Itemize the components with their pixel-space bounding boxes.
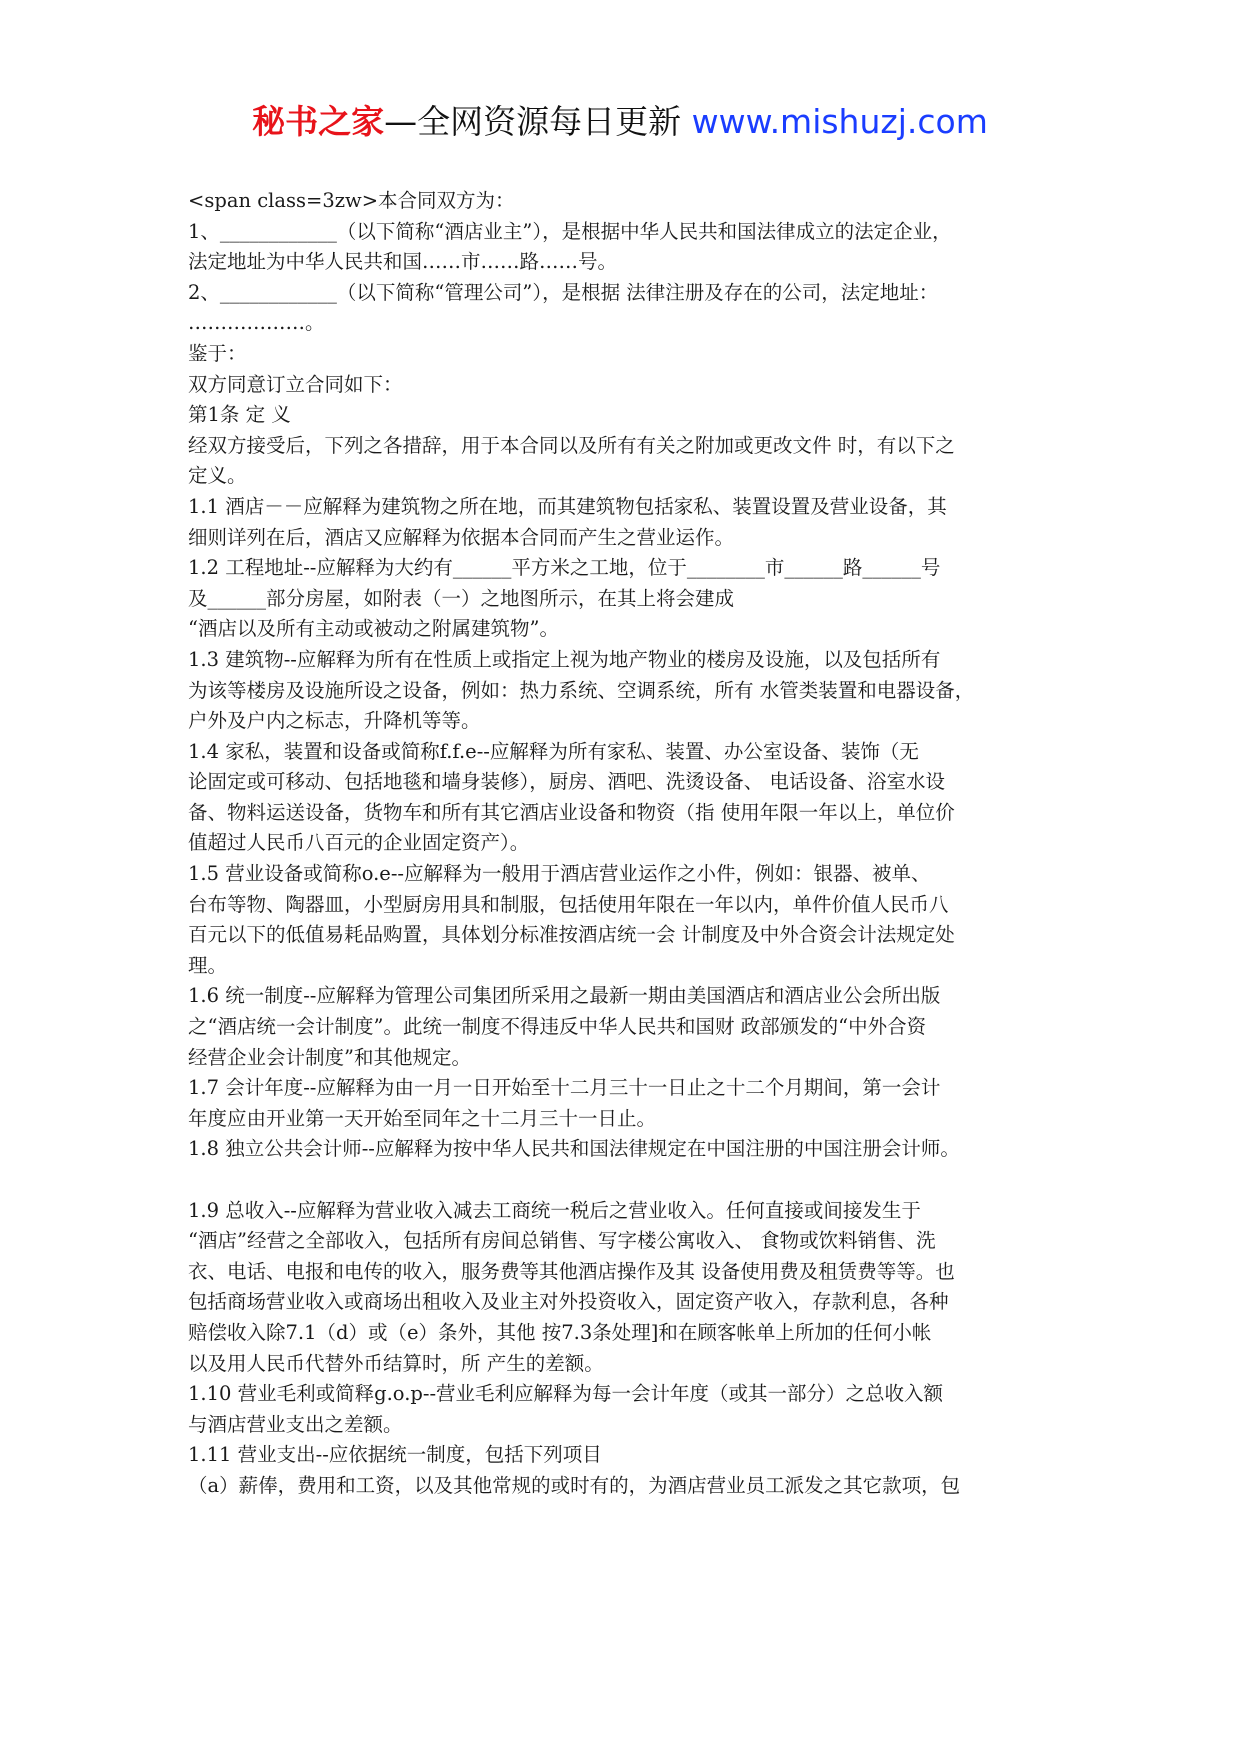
text-line: 年度应由开业第一天开始至同年之十二月三十一日止。 [188, 1106, 657, 1130]
text-line: 1.10 营业毛利或简释g.o.p--营业毛利应解释为每一会计年度（或其一部分）之总收入额 [188, 1382, 944, 1406]
header-slogan: —全网资源每日更新 [384, 102, 682, 141]
text-line: 1.6 统一制度--应解释为管理公司集团所采用之最新一期由美国酒店和酒店业公会所出版 [188, 984, 941, 1008]
text-line: 衣、电话、电报和电传的收入，服务费等其他酒店操作及其 设备使用费及租赁费等等。也 [188, 1259, 955, 1283]
text-line: <span class=3zw>本合同双方为： [188, 189, 515, 212]
text-line: 鉴于： [188, 341, 247, 365]
text-line: 赔偿收入除7.1（d）或（e）条外，其他 按7.3条处理]和在顾客帐单上所加的任何小帐 [188, 1320, 932, 1344]
text-line: 以及用人民币代替外币结算时，所 产生的差额。 [188, 1351, 604, 1375]
text-line: 1.2 工程地址--应解释为大约有______平方米之工地，位于________市______路______号 [188, 556, 941, 580]
text-line: 户外及户内之标志，升降机等等。 [188, 709, 481, 733]
text-line: 1、____________（以下简称“酒店业主”），是根据中华人民共和国法律成立的法定企业， [188, 219, 952, 243]
text-line: 经营企业会计制度”和其他规定。 [188, 1045, 471, 1069]
text-line: 百元以下的低值易耗品购置，具体划分标准按酒店统一会 计制度及中外合资会计法规定处 [188, 923, 955, 947]
text-line: 细则详列在后，酒店又应解释为依据本合同而产生之营业运作。 [188, 525, 735, 549]
text-line: ………………。 [188, 311, 325, 335]
text-line: 论固定或可移动、包括地毯和墙身装修），厨房、酒吧、洗烫设备、 电话设备、浴室水设 [188, 770, 945, 794]
text-line: 1.8 独立公共会计师--应解释为按中华人民共和国法律规定在中国注册的中国注册会计师。 [188, 1137, 960, 1161]
site-url-link[interactable]: www.mishuzj.com [691, 102, 988, 141]
text-line: 1.4 家私，装置和设备或简称f.f.e--应解释为所有家私、装置、办公室设备、装饰（无 [188, 739, 919, 763]
text-line: （a）薪俸，费用和工资，以及其他常规的或时有的，为酒店营业员工派发之其它款项，包 [188, 1473, 961, 1497]
text-line: 1.5 营业设备或简称o.e--应解释为一般用于酒店营业运作之小件，例如：银器、被单、 [188, 862, 931, 886]
brand-name: 秘书之家 [252, 102, 385, 141]
text-line: 1.7 会计年度--应解释为由一月一日开始至十二月三十一日止之十二个月期间，第一会计 [188, 1076, 941, 1100]
text-line: 定义。 [188, 464, 247, 488]
text-line: 法定地址为中华人民共和国……市……路……号。 [188, 250, 618, 274]
text-line: 与酒店营业支出之差额。 [188, 1412, 403, 1436]
text-line: 为该等楼房及设施所设之设备，例如：热力系统、空调系统，所有 水管类装置和电器设备， [188, 678, 975, 702]
text-line: 及______部分房屋，如附表（一）之地图所示，在其上将会建成 [188, 586, 735, 610]
text-line: 经双方接受后，下列之各措辞，用于本合同以及所有有关之附加或更改文件 时，有以下之 [188, 433, 955, 457]
text-line: 1.11 营业支出--应依据统一制度，包括下列项目 [188, 1443, 602, 1467]
text-line: “酒店以及所有主动或被动之附属建筑物”。 [188, 617, 559, 641]
text-line: 之“酒店统一会计制度”。此统一制度不得违反中华人民共和国财 政部颁发的“中外合资 [188, 1015, 927, 1039]
text-line: 值超过人民币八百元的企业固定资产）。 [188, 831, 530, 855]
text-line: 1.1 酒店－－应解释为建筑物之所在地，而其建筑物包括家私、装置设置及营业设备，其 [188, 494, 947, 518]
text-line: 第1条 定 义 [188, 403, 291, 427]
text-line: 理。 [188, 953, 228, 977]
contract-body [188, 186, 1068, 1502]
text-line: 包括商场营业收入或商场出租收入及业主对外投资收入，固定资产收入，存款利息，各种 [188, 1290, 949, 1314]
text-line: 双方同意订立合同如下： [188, 372, 403, 396]
text-line: 2、____________（以下简称“管理公司”），是根据 法律注册及存在的公司，法定地址： [188, 280, 939, 304]
text-line: 1.3 建筑物--应解释为所有在性质上或指定上视为地产物业的楼房及设施，以及包括所有 [188, 647, 941, 671]
text-line: “酒店”经营之全部收入，包括所有房间总销售、写字楼公寓收入、 食物或饮料销售、洗 [188, 1229, 936, 1253]
text-line: 1.9 总收入--应解释为营业收入减去工商统一税后之营业收入。任何直接或间接发生于 [188, 1198, 921, 1222]
blank-line [188, 1165, 1068, 1196]
site-header [0, 100, 1240, 144]
text-line: 备、物料运送设备，货物车和所有其它酒店业设备和物资（指 使用年限一年以上，单位价 [188, 800, 955, 824]
text-line: 台布等物、陶器皿，小型厨房用具和制服，包括使用年限在一年以内，单件价值人民币八 [188, 892, 949, 916]
